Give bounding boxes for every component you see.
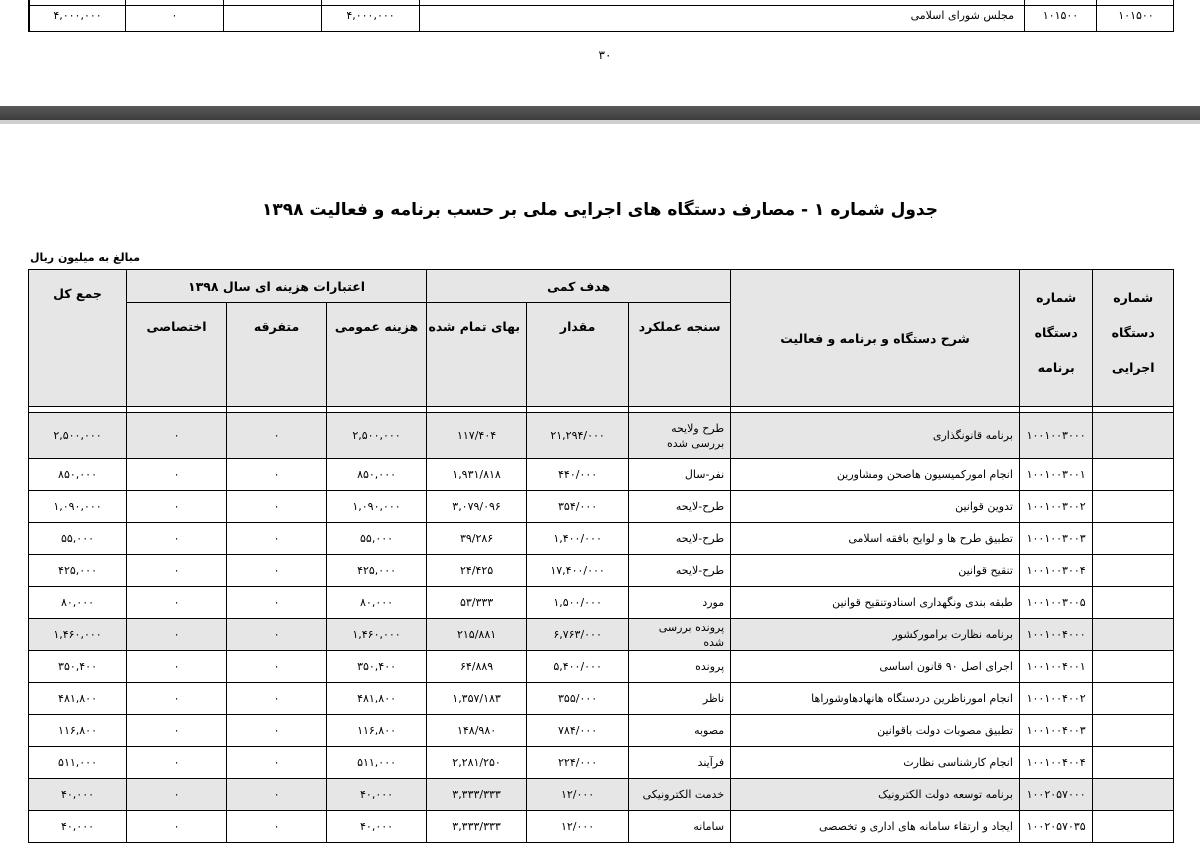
agency-number-cell: [1093, 747, 1174, 779]
header-special: اختصاصی: [127, 303, 227, 407]
special-cell: ۰: [127, 683, 227, 715]
unit-cost-cell: ۱۴۸/۹۸۰: [427, 715, 527, 747]
measure-cell: پرونده بررسی شده: [629, 619, 731, 651]
table-title: جدول شماره ۱ - مصارف دستگاه های اجرایی ملی بر حسب برنامه و فعالیت ۱۳۹۸: [262, 200, 938, 220]
quantity-cell: ۷۸۴/۰۰۰: [527, 715, 629, 747]
miscellaneous-cell: ۰: [227, 779, 327, 811]
header-general-cost: هزینه عمومی: [327, 303, 427, 407]
prev-general-cell: ۴,۰۰۰,۰۰۰: [321, 0, 419, 31]
special-cell: ۰: [127, 523, 227, 555]
total-cell: ۴۲۵,۰۰۰: [29, 555, 127, 587]
table-row: [29, 715, 1174, 747]
unit-cost-cell: ۳,۳۳۳/۳۳۳: [427, 779, 527, 811]
agency-number-cell: [1093, 811, 1174, 843]
prev-row-divider: [29, 5, 1173, 6]
measure-cell: ناظر: [629, 683, 731, 715]
description-cell: ایجاد و ارتقاء سامانه های اداری و تخصصی: [731, 811, 1020, 843]
unit-cost-cell: ۱,۳۵۷/۱۸۳: [427, 683, 527, 715]
program-code-cell: ۱۰۰۱۰۰۴۰۰۲: [1019, 683, 1092, 715]
special-cell: ۰: [127, 587, 227, 619]
special-cell: ۰: [127, 779, 227, 811]
agency-number-cell: [1093, 683, 1174, 715]
total-cell: ۳۵۰,۴۰۰: [29, 651, 127, 683]
general-cost-cell: ۸۵۰,۰۰۰: [327, 459, 427, 491]
general-cost-cell: ۳۵۰,۴۰۰: [327, 651, 427, 683]
total-cell: ۱,۴۶۰,۰۰۰: [29, 619, 127, 651]
unit-cost-cell: ۳,۰۷۹/۰۹۶: [427, 491, 527, 523]
program-code-cell: ۱۰۰۱۰۰۳۰۰۳: [1019, 523, 1092, 555]
quantity-cell: ۳۵۴/۰۰۰: [527, 491, 629, 523]
unit-cost-cell: ۱۱۷/۴۰۴: [427, 413, 527, 459]
description-cell: برنامه نظارت براموركشور: [731, 619, 1020, 651]
table-row: [29, 413, 1174, 459]
special-cell: ۰: [127, 619, 227, 651]
measure-cell: نفر-سال: [629, 459, 731, 491]
agency-number-cell: [1093, 523, 1174, 555]
measure-cell: طرح-لایحه: [629, 491, 731, 523]
table-row: [29, 555, 1174, 587]
agency-number-cell: [1093, 779, 1174, 811]
special-cell: ۰: [127, 811, 227, 843]
agency-number-cell: [1093, 459, 1174, 491]
agency-number-cell: [1093, 587, 1174, 619]
unit-cost-cell: ۳۹/۲۸۶: [427, 523, 527, 555]
quantity-cell: ۱۲/۰۰۰: [527, 811, 629, 843]
program-code-cell: ۱۰۰۱۰۰۴۰۰۳: [1019, 715, 1092, 747]
unit-cost-cell: ۲۱۵/۸۸۱: [427, 619, 527, 651]
prev-special-cell: ۰: [125, 0, 223, 31]
total-cell: ۵۱۱,۰۰۰: [29, 747, 127, 779]
description-cell: تطبیق مصوبات دولت باقوانین: [731, 715, 1020, 747]
prev-total-cell: ۴,۰۰۰,۰۰۰: [29, 0, 125, 31]
header-measure: سنجه عملکرد: [629, 303, 731, 407]
quantity-cell: ۶,۷۶۳/۰۰۰: [527, 619, 629, 651]
description-cell: برنامه قانونگذاری: [731, 413, 1020, 459]
program-code-cell: ۱۰۰۱۰۰۳۰۰۲: [1019, 491, 1092, 523]
general-cost-cell: ۴۸۱,۸۰۰: [327, 683, 427, 715]
total-cell: ۸۵۰,۰۰۰: [29, 459, 127, 491]
header-unit-cost: بهای تمام شده: [427, 303, 527, 407]
total-cell: ۴۰,۰۰۰: [29, 811, 127, 843]
quantity-cell: ۳۵۵/۰۰۰: [527, 683, 629, 715]
miscellaneous-cell: ۰: [227, 459, 327, 491]
program-code-cell: ۱۰۰۱۰۰۳۰۰۴: [1019, 555, 1092, 587]
agency-number-cell: [1093, 715, 1174, 747]
special-cell: ۰: [127, 747, 227, 779]
page-separator-shadow: [0, 120, 1200, 124]
table-row: [29, 811, 1174, 843]
program-code-cell: ۱۰۰۱۰۰۳۰۰۱: [1019, 459, 1092, 491]
special-cell: ۰: [127, 459, 227, 491]
total-cell: ۱۱۶,۸۰۰: [29, 715, 127, 747]
header-quantity: مقدار: [527, 303, 629, 407]
general-cost-cell: ۴۰,۰۰۰: [327, 779, 427, 811]
measure-cell: طرح ولایحه بررسی شده: [629, 413, 731, 459]
unit-note: مبالغ به میلیون ریال: [30, 251, 141, 264]
description-cell: تنقیح قوانین: [731, 555, 1020, 587]
measure-cell: فرآیند: [629, 747, 731, 779]
header-agency-number: شماره دستگاه اجرایی: [1093, 270, 1174, 407]
agency-number-cell: [1093, 491, 1174, 523]
table-row: [29, 779, 1174, 811]
miscellaneous-cell: ۰: [227, 683, 327, 715]
general-cost-cell: ۱,۴۶۰,۰۰۰: [327, 619, 427, 651]
miscellaneous-cell: ۰: [227, 413, 327, 459]
miscellaneous-cell: ۰: [227, 811, 327, 843]
quantity-cell: ۴۴۰/۰۰۰: [527, 459, 629, 491]
measure-cell: خدمت الکترونیکی: [629, 779, 731, 811]
table-row: [29, 747, 1174, 779]
program-code-cell: ۱۰۰۱۰۰۴۰۰۱: [1019, 651, 1092, 683]
miscellaneous-cell: ۰: [227, 491, 327, 523]
table-row: [29, 619, 1174, 651]
page-number: ۳۰: [598, 48, 612, 62]
measure-cell: مورد: [629, 587, 731, 619]
program-code-cell: ۱۰۰۱۰۰۳۰۰۰: [1019, 413, 1092, 459]
agency-number-cell: [1093, 413, 1174, 459]
table-row: [29, 683, 1174, 715]
miscellaneous-cell: ۰: [227, 747, 327, 779]
measure-cell: سامانه: [629, 811, 731, 843]
quantity-cell: ۱,۴۰۰/۰۰۰: [527, 523, 629, 555]
description-cell: تطبیق طرح ها و لوایح بافقه اسلامی: [731, 523, 1020, 555]
general-cost-cell: ۴۲۵,۰۰۰: [327, 555, 427, 587]
table-row: [29, 459, 1174, 491]
general-cost-cell: ۵۵,۰۰۰: [327, 523, 427, 555]
total-cell: ۵۵,۰۰۰: [29, 523, 127, 555]
unit-cost-cell: ۲۴/۴۲۵: [427, 555, 527, 587]
description-cell: اجرای اصل ۹۰ قانون اساسی: [731, 651, 1020, 683]
header-program-number: شماره دستگاه برنامه: [1019, 270, 1092, 407]
special-cell: ۰: [127, 555, 227, 587]
agency-number-cell: [1093, 555, 1174, 587]
unit-cost-cell: ۶۴/۸۸۹: [427, 651, 527, 683]
description-cell: انجام امورکمیسیون هاصحن ومشاورین: [731, 459, 1020, 491]
previous-page-table-row: [28, 0, 1174, 32]
prev-code2-cell: ۱۰۱۵۰۰: [1096, 0, 1175, 31]
special-cell: ۰: [127, 651, 227, 683]
unit-cost-cell: ۲,۲۸۱/۲۵۰: [427, 747, 527, 779]
general-cost-cell: ۱,۰۹۰,۰۰۰: [327, 491, 427, 523]
page-separator: [0, 106, 1200, 120]
agency-number-cell: [1093, 651, 1174, 683]
miscellaneous-cell: ۰: [227, 619, 327, 651]
miscellaneous-cell: ۰: [227, 715, 327, 747]
table-row: [29, 651, 1174, 683]
program-code-cell: ۱۰۰۲۰۵۷۰۳۵: [1019, 811, 1092, 843]
general-cost-cell: ۸۰,۰۰۰: [327, 587, 427, 619]
header-total: جمع کل: [29, 270, 127, 407]
agency-number-cell: [1093, 619, 1174, 651]
measure-cell: پرونده: [629, 651, 731, 683]
unit-cost-cell: ۳,۳۳۳/۳۳۳: [427, 811, 527, 843]
expenditure-table: [28, 269, 1174, 843]
special-cell: ۰: [127, 413, 227, 459]
general-cost-cell: ۴۰,۰۰۰: [327, 811, 427, 843]
miscellaneous-cell: ۰: [227, 651, 327, 683]
description-cell: طبقه بندی ونگهداری اسنادوتنقیح قوانین: [731, 587, 1020, 619]
total-cell: ۱,۰۹۰,۰۰۰: [29, 491, 127, 523]
total-cell: ۴۸۱,۸۰۰: [29, 683, 127, 715]
program-code-cell: ۱۰۰۱۰۰۴۰۰۰: [1019, 619, 1092, 651]
table-row: [29, 491, 1174, 523]
measure-cell: طرح-لایحه: [629, 523, 731, 555]
quantity-cell: ۵,۴۰۰/۰۰۰: [527, 651, 629, 683]
prev-desc-cell: مجلس شورای اسلامی: [419, 0, 1024, 31]
program-code-cell: ۱۰۰۱۰۰۴۰۰۴: [1019, 747, 1092, 779]
description-cell: انجام کارشناسی نظارت: [731, 747, 1020, 779]
header-quantitative-goal: هدف کمی: [427, 270, 731, 303]
unit-cost-cell: ۱,۹۳۱/۸۱۸: [427, 459, 527, 491]
header-credits: اعتبارات هزینه ای سال ۱۳۹۸: [127, 270, 427, 303]
special-cell: ۰: [127, 491, 227, 523]
header-miscellaneous: متفرقه: [227, 303, 327, 407]
quantity-cell: ۱,۵۰۰/۰۰۰: [527, 587, 629, 619]
unit-cost-cell: ۵۳/۳۳۳: [427, 587, 527, 619]
prev-code-cell: ۱۰۱۵۰۰: [1024, 0, 1096, 31]
table-row: [29, 523, 1174, 555]
miscellaneous-cell: ۰: [227, 555, 327, 587]
quantity-cell: ۱۲/۰۰۰: [527, 779, 629, 811]
quantity-cell: ۲۲۴/۰۰۰: [527, 747, 629, 779]
measure-cell: طرح-لایحه: [629, 555, 731, 587]
description-cell: تدوین قوانین: [731, 491, 1020, 523]
header-description: شرح دستگاه و برنامه و فعالیت: [731, 270, 1020, 407]
total-cell: ۴۰,۰۰۰: [29, 779, 127, 811]
description-cell: انجام امورناظرین دردستگاه هانهادهاوشوراها: [731, 683, 1020, 715]
total-cell: ۲,۵۰۰,۰۰۰: [29, 413, 127, 459]
general-cost-cell: ۲,۵۰۰,۰۰۰: [327, 413, 427, 459]
miscellaneous-cell: ۰: [227, 523, 327, 555]
general-cost-cell: ۱۱۶,۸۰۰: [327, 715, 427, 747]
program-code-cell: ۱۰۰۱۰۰۳۰۰۵: [1019, 587, 1092, 619]
total-cell: ۸۰,۰۰۰: [29, 587, 127, 619]
program-code-cell: ۱۰۰۲۰۵۷۰۰۰: [1019, 779, 1092, 811]
description-cell: برنامه توسعه دولت الکترونیک: [731, 779, 1020, 811]
miscellaneous-cell: ۰: [227, 587, 327, 619]
quantity-cell: ۲۱,۲۹۴/۰۰۰: [527, 413, 629, 459]
quantity-cell: ۱۷,۴۰۰/۰۰۰: [527, 555, 629, 587]
special-cell: ۰: [127, 715, 227, 747]
general-cost-cell: ۵۱۱,۰۰۰: [327, 747, 427, 779]
table-row: [29, 587, 1174, 619]
measure-cell: مصوبه: [629, 715, 731, 747]
